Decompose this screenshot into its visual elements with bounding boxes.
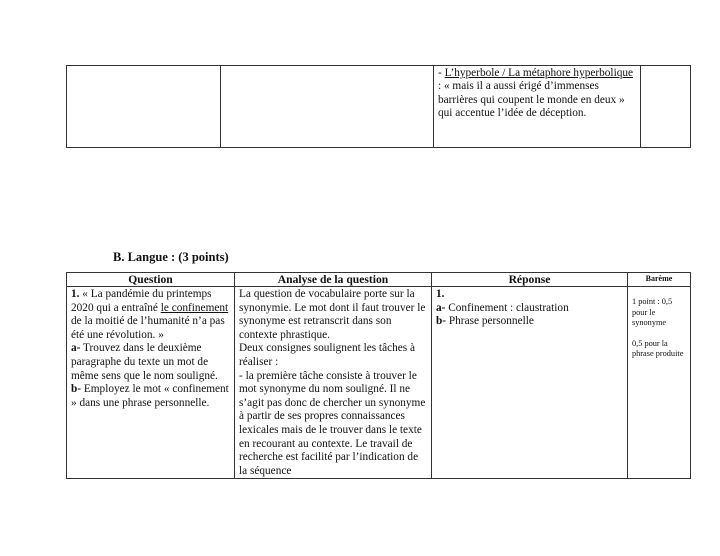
header-reponse: Réponse [432, 273, 628, 287]
header-row [67, 273, 691, 287]
table-row [67, 287, 691, 479]
bareme-p2: 0,5 pour la phrase produite [632, 338, 684, 359]
question-b: b- Employez le mot « confinement » dans une phrase personnelle. [71, 383, 229, 409]
figure-item [434, 66, 640, 121]
reponse-b: b- Phrase personnelle [436, 315, 534, 328]
section-title: B. Langue : (3 points) [113, 250, 229, 264]
question-cell [67, 287, 235, 479]
item-text: : « mais il a aussi érigé d’immenses barrières qui coupent le monde en deux » qui accentue l’idée de déception. [438, 80, 625, 120]
empty-cell [221, 66, 434, 148]
item-term: L’hyperbole / La métaphore hyperbolique [444, 67, 634, 79]
analyse-p1: La question de vocabulaire porte sur la synonymie. Le mot dont il faut trouver le synonyme est retranscrit dans son contexte phrastique. [239, 288, 426, 341]
langue-table [66, 272, 691, 479]
question-text: 1. « La pandémie du printemps 2020 qui a entraîné le confinement de la moitié de l’humanité n’a pas été une révolution. » [71, 288, 229, 341]
item-prefix: - [438, 67, 445, 79]
analyse-p3: - la première tâche consiste à trouver le mot synonyme du nom souligné. Il ne s’agit pas donc de chercher un synonyme à partir de ses propres connaissances lexicales mais de le trouver dans le texte en recourant au contexte. Le travail de recherche est facilité par l’indication de la séquence [239, 369, 426, 477]
empty-cell [67, 66, 221, 148]
empty-cell [641, 66, 691, 148]
underlined-word: le confinement [160, 301, 229, 314]
figure-cell [434, 66, 641, 148]
header-bareme: Barème [628, 273, 691, 287]
reponse-cell [432, 287, 628, 479]
bareme-p1: 1 point : 0,5 pour le synonyme [632, 297, 673, 328]
top-table [66, 65, 691, 148]
question-a: a- Trouvez dans le deuxième paragraphe du texte un mot de même sens que le nom souligné. [71, 342, 218, 382]
header-analyse: Analyse de la question [235, 273, 432, 287]
bareme-cell [628, 287, 691, 479]
reponse-number: 1. [436, 288, 445, 300]
header-question: Question [67, 273, 235, 287]
analyse-p2: Deux consignes soulignent les tâches à réaliser : [239, 342, 416, 368]
analyse-cell [235, 287, 432, 479]
reponse-a: a- Confinement : claustration [436, 301, 569, 314]
